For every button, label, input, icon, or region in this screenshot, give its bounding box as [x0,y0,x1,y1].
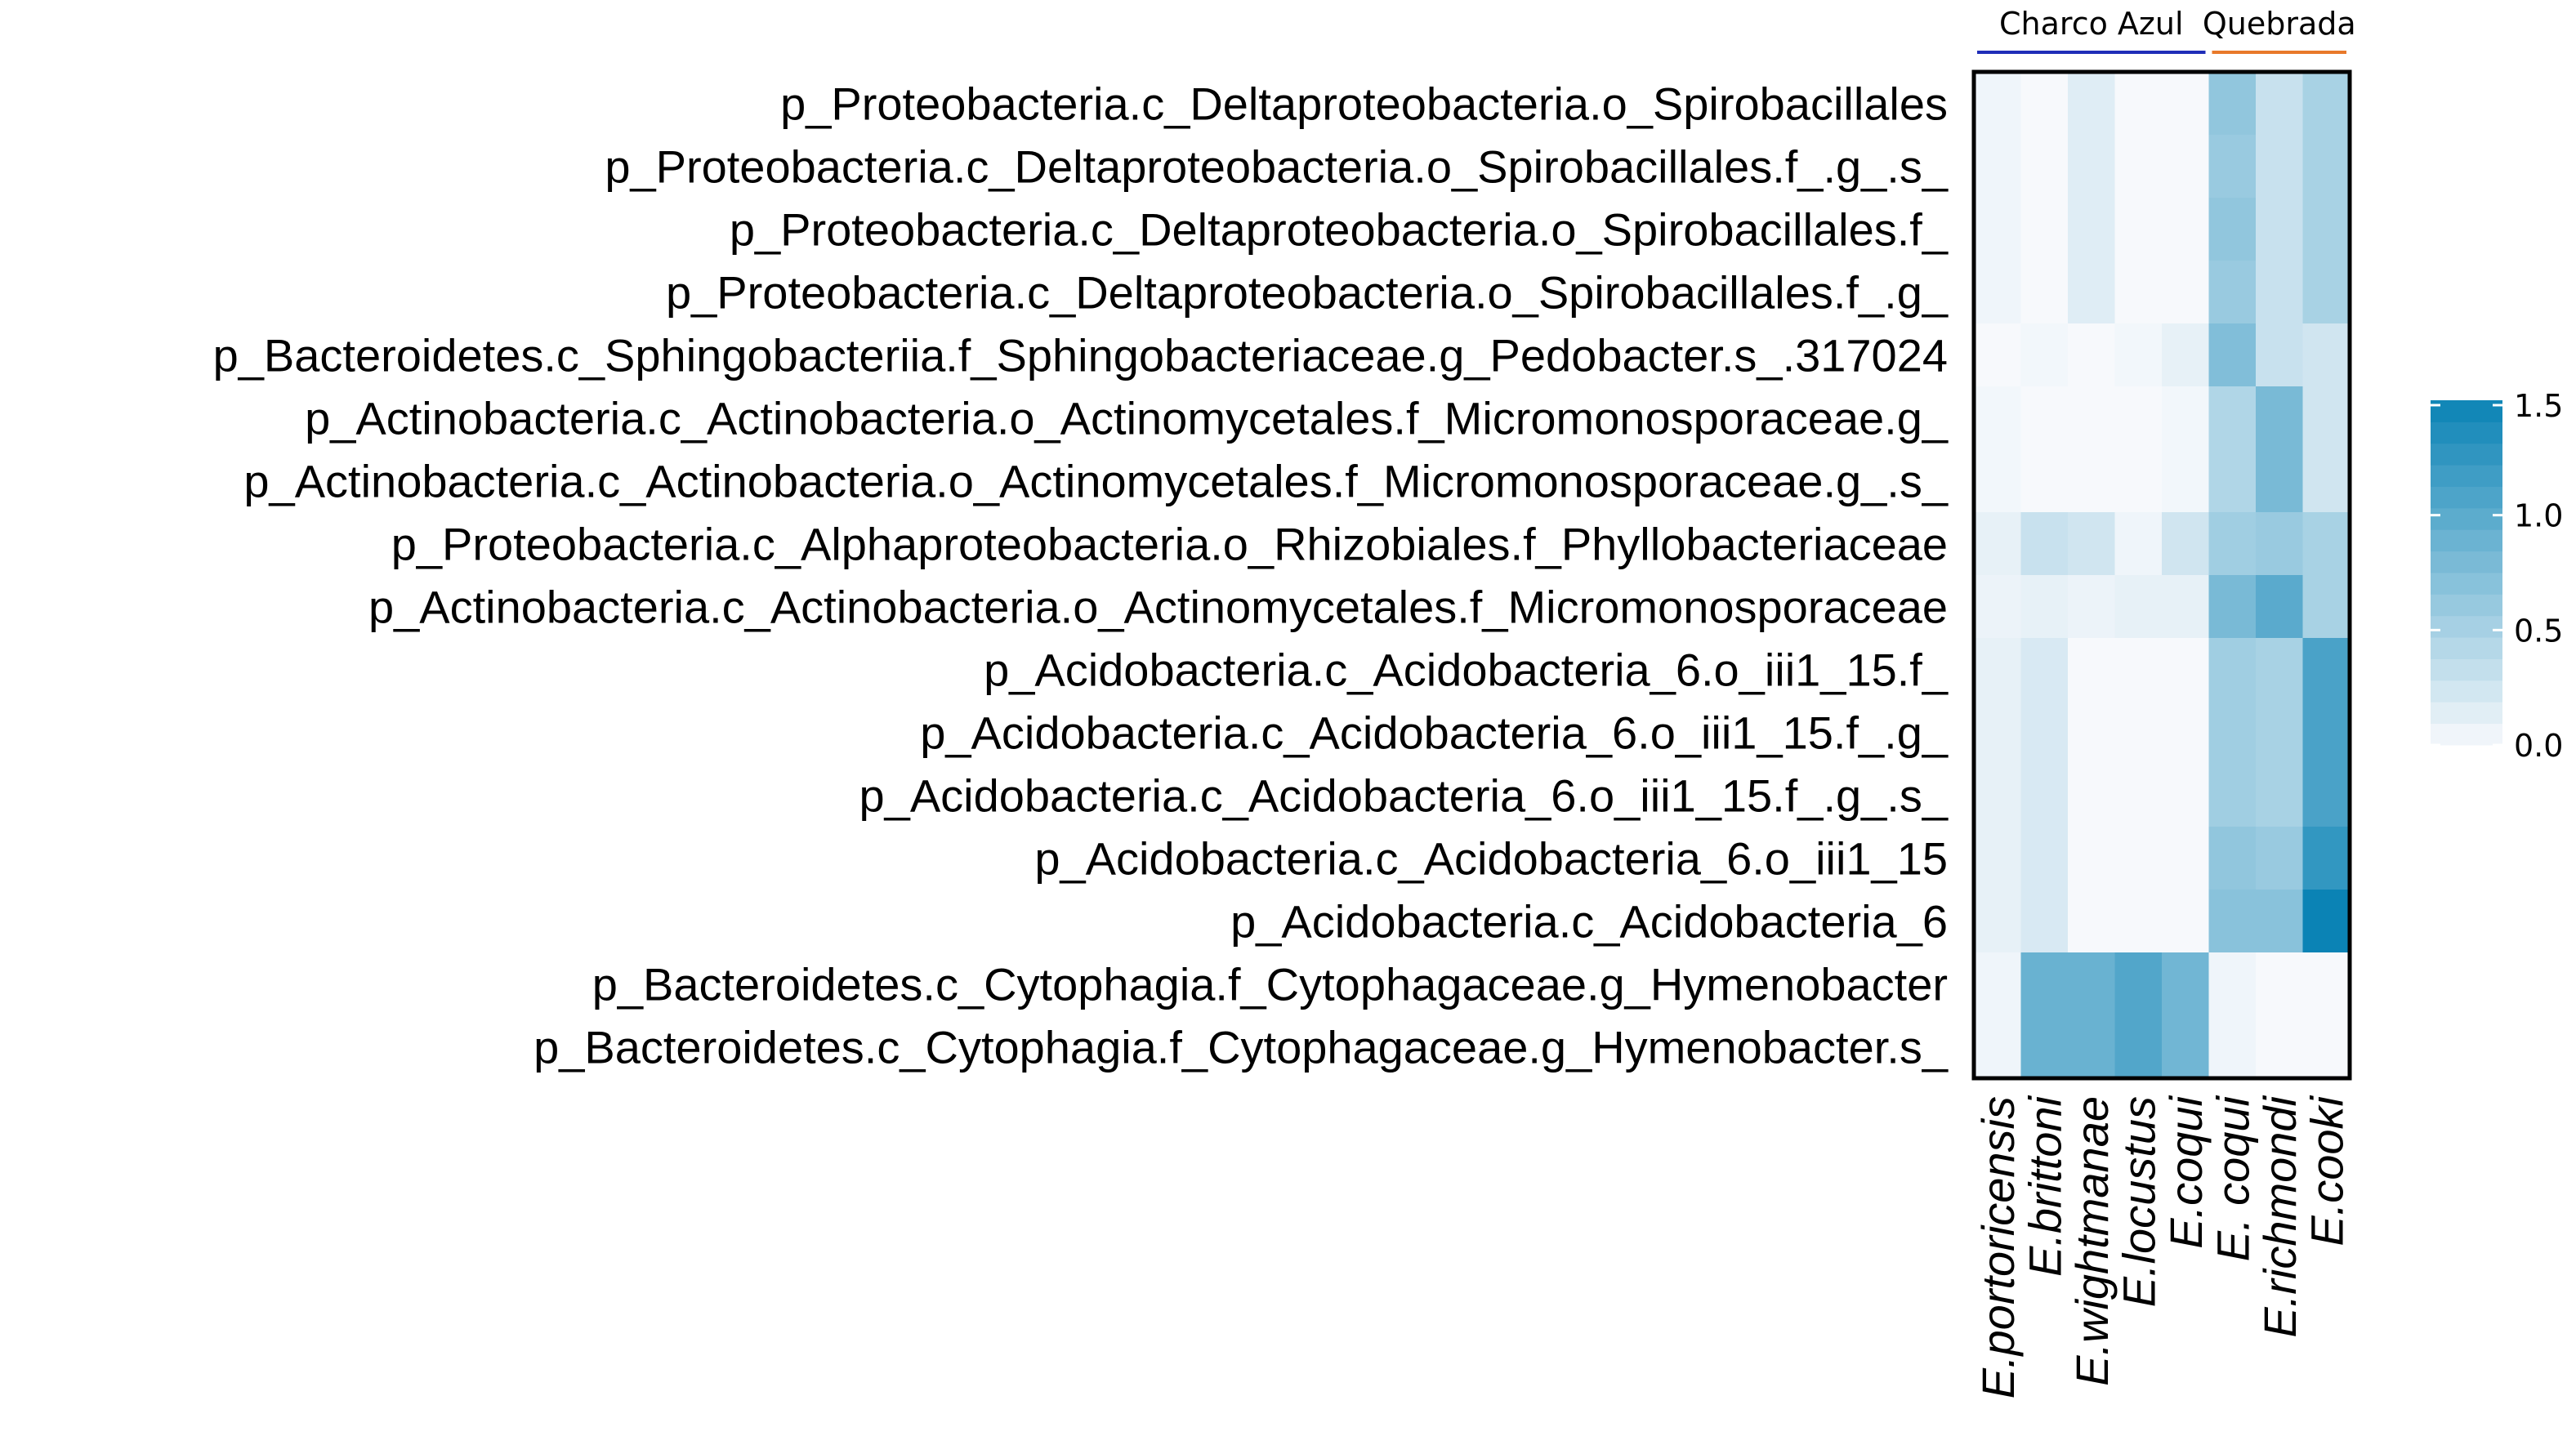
heatmap-cell [2256,449,2303,513]
column-label: E.wightmanae [2065,1096,2118,1386]
legend-swatch [2431,487,2502,509]
heatmap-cell [2021,512,2069,576]
heatmap-cell [2021,72,2069,136]
heatmap-cell [1974,449,2021,513]
heatmap-cell [2209,198,2257,261]
heatmap-cell [2021,575,2069,639]
row-label: p_Proteobacteria.c_Deltaproteobacteria.o_Spirobacillales [780,78,1948,130]
heatmap-cell [2256,512,2303,576]
heatmap-cell [2115,827,2163,890]
heatmap-cell [2303,323,2351,387]
heatmap-cell [2256,575,2303,639]
heatmap-cell [2115,449,2163,513]
heatmap-cell [2021,638,2069,702]
legend-swatch [2431,573,2502,595]
heatmap-cell [2162,135,2209,198]
column-label: E.portoricensis [1971,1096,2024,1399]
heatmap-cell [2162,449,2209,513]
heatmap-cell [2303,386,2351,450]
heatmap-cell [1974,890,2021,953]
heatmap-cell [2021,1015,2069,1079]
column-label: E. coqui [2207,1096,2259,1262]
heatmap-cell [2115,198,2163,261]
heatmap-cell [2162,764,2209,827]
heatmap-cell [1974,827,2021,890]
heatmap-cell [2209,512,2257,576]
legend-swatch [2431,616,2502,638]
row-label: p_Proteobacteria.c_Deltaproteobacteria.o_Spirobacillales.f_.g_.s_ [605,140,1948,193]
heatmap-cell [2068,198,2115,261]
heatmap-cell [2256,72,2303,136]
heatmap-cell [2209,261,2257,324]
row-label: p_Bacteroidetes.c_Cytophagia.f_Cytophagaceae.g_Hymenobacter [592,958,1948,1010]
heatmap-cell [2303,72,2351,136]
group-label: Charco Azul [1999,6,2184,42]
heatmap-cell [2021,952,2069,1016]
row-label: p_Proteobacteria.c_Deltaproteobacteria.o_Spirobacillales.f_ [729,203,1948,256]
heatmap-cell [2068,449,2115,513]
heatmap-cell [2021,261,2069,324]
heatmap-cell [2068,135,2115,198]
heatmap-cell [2303,827,2351,890]
heatmap-cell [2115,261,2163,324]
heatmap-cell [2162,701,2209,765]
legend-swatch [2431,400,2502,422]
column-labels [1972,1095,2353,1398]
heatmap-cell [2162,261,2209,324]
heatmap-cell [2209,72,2257,136]
heatmap-cell [2068,1015,2115,1079]
legend-swatch [2431,659,2502,681]
legend-tick-label: 1.5 [2514,388,2564,424]
heatmap-cell [2209,323,2257,387]
heatmap-cell [2209,1015,2257,1079]
heatmap-cell [2209,135,2257,198]
heatmap-cell [2256,323,2303,387]
heatmap-cell [2115,72,2163,136]
heatmap-cell [2256,386,2303,450]
heatmap-cell [2209,386,2257,450]
heatmap-cell [2068,261,2115,324]
row-label: p_Actinobacteria.c_Actinobacteria.o_Actinomycetales.f_Micromonosporaceae.g_ [305,392,1948,444]
legend-swatch [2431,702,2502,724]
color-legend [2431,388,2563,764]
heatmap-cell [2162,575,2209,639]
row-label: p_Bacteroidetes.c_Sphingobacteriia.f_Sphingobacteriaceae.g_Pedobacter.s_.317024 [212,329,1948,381]
legend-swatch [2431,421,2502,444]
heatmap-cell [2209,890,2257,953]
heatmap-cell [2115,323,2163,387]
group-label: Quebrada [2202,6,2356,42]
heatmap-cells [1974,72,2351,1079]
heatmap-cell [2209,449,2257,513]
heatmap-cell [2115,575,2163,639]
heatmap-cell [2115,701,2163,765]
heatmap-cell [2068,575,2115,639]
heatmap-cell [2303,575,2351,639]
row-label: p_Acidobacteria.c_Acidobacteria_6.o_iii1_15.f_.g_ [920,707,1948,759]
heatmap-cell [2021,135,2069,198]
heatmap-cell [1974,575,2021,639]
heatmap-cell [2256,135,2303,198]
legend-swatch [2431,465,2502,487]
row-label: p_Acidobacteria.c_Acidobacteria_6.o_iii1_15.f_.g_.s_ [859,769,1948,822]
heatmap-cell [1974,323,2021,387]
heatmap-cell [2256,198,2303,261]
legend-swatch [2431,680,2502,702]
heatmap-cell [2068,890,2115,953]
heatmap-cell [2256,890,2303,953]
heatmap-cell [2021,701,2069,765]
column-label: E.coqui [2159,1096,2212,1249]
column-label: E.richmondi [2253,1096,2306,1338]
row-label: p_Actinobacteria.c_Actinobacteria.o_Actinomycetales.f_Micromonosporaceae [368,581,1948,633]
heatmap-cell [2115,1015,2163,1079]
column-label: E.brittoni [2019,1096,2071,1277]
heatmap-cell [1974,512,2021,576]
heatmap-cell [2303,512,2351,576]
heatmap-cell [1974,638,2021,702]
legend-tick-label: 1.0 [2514,497,2564,534]
heatmap-cell [2021,323,2069,387]
heatmap-cell [2115,638,2163,702]
heatmap-cell [2209,764,2257,827]
legend-tick-label: 0.0 [2514,728,2564,764]
heatmap-cell [2256,701,2303,765]
row-label: p_Proteobacteria.c_Alphaproteobacteria.o_Rhizobiales.f_Phyllobacteriaceae [391,518,1948,570]
row-labels [213,78,1949,1073]
heatmap-cell [2256,764,2303,827]
heatmap-cell [2021,386,2069,450]
heatmap-cell [1974,386,2021,450]
heatmap-cell [2021,764,2069,827]
legend-swatch [2431,508,2502,530]
row-label: p_Acidobacteria.c_Acidobacteria_6.o_iii1_15 [1034,832,1948,885]
heatmap-cell [2303,198,2351,261]
heatmap-cell [2162,386,2209,450]
heatmap-cell [1974,135,2021,198]
legend-swatch [2431,724,2502,746]
heatmap-cell [2162,1015,2209,1079]
heatmap-cell [2021,890,2069,953]
heatmap-cell [2209,575,2257,639]
row-label: p_Acidobacteria.c_Acidobacteria_6.o_iii1_15.f_ [984,644,1948,696]
heatmap-cell [2021,827,2069,890]
heatmap-cell [2068,512,2115,576]
heatmap-cell [1974,72,2021,136]
heatmap-cell [2303,449,2351,513]
heatmap-cell [2209,827,2257,890]
heatmap-cell [2256,827,2303,890]
heatmap-cell [2162,323,2209,387]
heatmap-cell [2115,890,2163,953]
heatmap-cell [2303,261,2351,324]
row-label: p_Bacteroidetes.c_Cytophagia.f_Cytophagaceae.g_Hymenobacter.s_ [534,1021,1948,1073]
heatmap-cell [2162,952,2209,1016]
heatmap-cell [2209,701,2257,765]
legend-swatch [2431,551,2502,573]
row-label: p_Acidobacteria.c_Acidobacteria_6 [1230,895,1948,948]
heatmap-cell [2162,512,2209,576]
legend-swatch [2431,444,2502,466]
heatmap-cell [2303,701,2351,765]
heatmap-cell [2256,952,2303,1016]
heatmap-cell [1974,1015,2021,1079]
heatmap-cell [2021,198,2069,261]
heatmap-cell [2068,72,2115,136]
heatmap-cell [2162,890,2209,953]
heatmap-cell [2209,638,2257,702]
legend-swatch [2431,637,2502,659]
heatmap-cell [1974,701,2021,765]
heatmap-cell [2303,764,2351,827]
heatmap-cell [1974,764,2021,827]
heatmap-cell [1974,261,2021,324]
column-label: E.locustus [2113,1096,2165,1308]
heatmap-cell [2068,323,2115,387]
heatmap-cell [1974,198,2021,261]
row-label: p_Proteobacteria.c_Deltaproteobacteria.o_Spirobacillales.f_.g_ [666,266,1948,319]
heatmap-cell [2068,638,2115,702]
heatmap-cell [2162,638,2209,702]
heatmap-cell [2162,198,2209,261]
heatmap-cell [2115,386,2163,450]
heatmap-cell [2068,386,2115,450]
heatmap-cell [2303,135,2351,198]
heatmap-cell [2068,952,2115,1016]
heatmap-cell [2115,135,2163,198]
heatmap-cell [2303,1015,2351,1079]
heatmap-cell [2068,827,2115,890]
heatmap-cell [2162,72,2209,136]
heatmap-cell [2303,952,2351,1016]
legend-swatch [2431,529,2502,551]
legend-tick-label: 0.5 [2514,613,2564,649]
heatmap-cell [2209,952,2257,1016]
heatmap-cell [2068,764,2115,827]
heatmap-cell [2303,638,2351,702]
heatmap-cell [2021,449,2069,513]
heatmap-cell [2256,261,2303,324]
heatmap-cell [2256,1015,2303,1079]
row-label: p_Actinobacteria.c_Actinobacteria.o_Actinomycetales.f_Micromonosporaceae.g_.s_ [243,455,1948,507]
heatmap-cell [2068,701,2115,765]
heatmap-cell [2115,952,2163,1016]
heatmap-cell [1974,952,2021,1016]
heatmap-cell [2256,638,2303,702]
heatmap-cell [2115,512,2163,576]
column-group-annotations [1977,6,2356,52]
legend-swatch [2431,594,2502,616]
heatmap-cell [2162,827,2209,890]
heatmap-cell [2303,890,2351,953]
heatmap-cell [2115,764,2163,827]
column-label: E.cooki [2301,1096,2353,1247]
